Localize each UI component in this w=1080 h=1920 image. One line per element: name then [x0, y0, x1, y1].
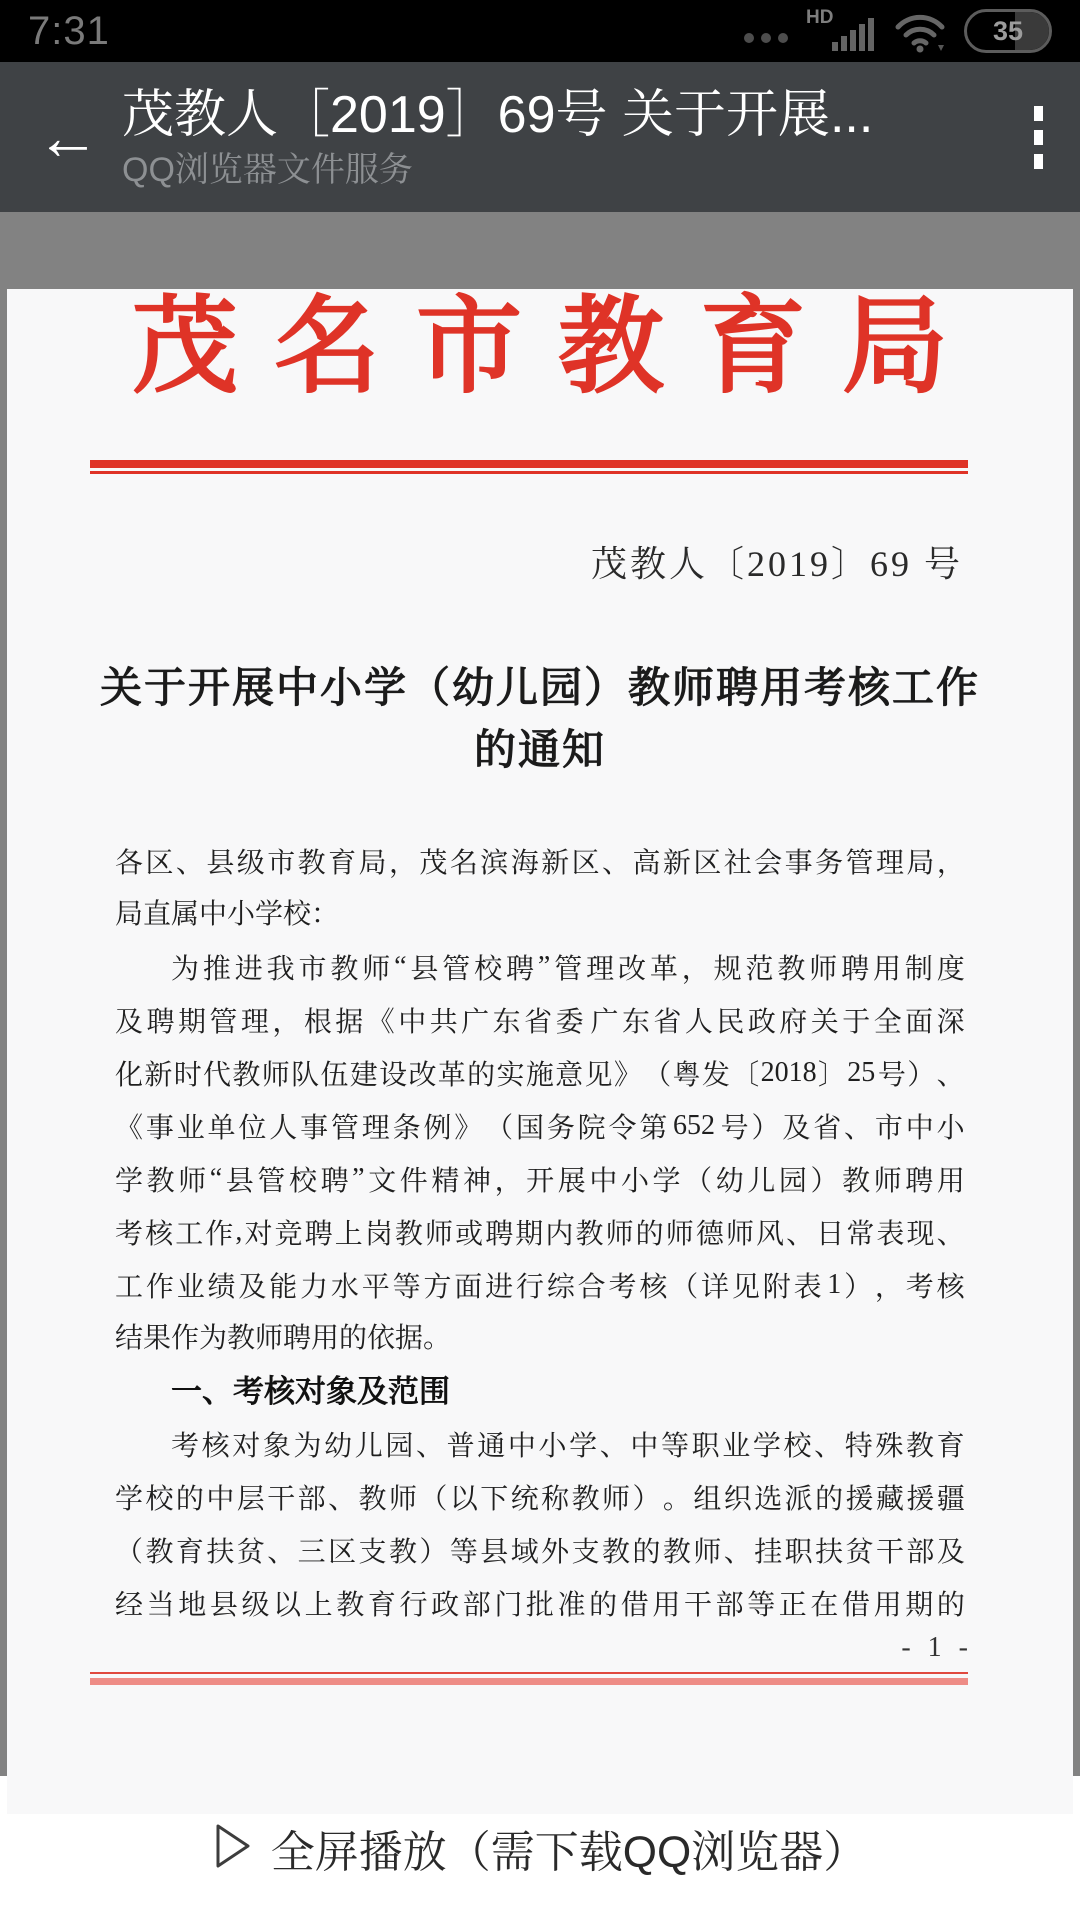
hd-volte-icon: HD [806, 7, 834, 28]
status-icons [744, 5, 1052, 58]
battery-icon [964, 9, 1052, 53]
clock: 7:31 [28, 8, 110, 53]
body-line: 及 聘 期 管 理 ， 根 据 《 中 共 广 东 省 委 广 东 省 人 民 政 府 关 于 全 面 深 [115, 1007, 965, 1039]
sim2-no-signal-icon [744, 19, 788, 43]
red-divider-thick [90, 460, 968, 468]
wifi-icon [894, 5, 946, 58]
issuing-authority: 茂 名 市 教 育 局 [132, 289, 948, 406]
body-line: 化 新 时 代 教 师 队 伍 建 设 改 革 的 实 施 意 见 》 （ 粤 发 〔 2018 〕 25 号 ） 、 [115, 1057, 965, 1092]
body-line: 为 推 进 我 市 教 师 “ 县 管 校 聘 ” 管 理 改 革 ， 规 范 教 师 聘 用 制 度 [171, 951, 965, 986]
header-titles [116, 83, 1016, 191]
status-bar [0, 0, 1080, 62]
document-viewer[interactable] [0, 212, 1080, 1776]
body-line: 结果作为教师聘用的依据。 [115, 1322, 452, 1354]
document-body [7, 835, 1073, 1630]
body-line: 局直属中小学校： [115, 898, 340, 930]
body-line: 学 校 的 中 层 干 部 、 教 师 （ 以 下 统 称 教 师 ） 。 组 织 选 派 的 援 藏 援 疆 [115, 1484, 965, 1516]
body-line: 《 事 业 单 位 人 事 管 理 条 例 》 （ 国 务 院 令 第 652 号 ） 及 省 、 市 中 小 [115, 1110, 965, 1145]
document-title [7, 657, 1073, 781]
page-number: - 1 - [901, 1631, 973, 1663]
body-line: 工 作 业 绩 及 能 力 水 平 等 方 面 进 行 综 合 考 核 （ 详 见 附 表 1 ） ， 考 核 [115, 1269, 965, 1304]
body-line: 各 区 、 县 级 市 教 育 局 ， 茂 名 滨 海 新 区 、 高 新 区 社 会 事 务 管 理 局 ， [115, 848, 965, 880]
overflow-menu-icon[interactable] [1016, 100, 1060, 175]
play-icon [213, 1822, 253, 1875]
body-line: 学 教 师 “ 县 管 校 聘 ” 文 件 精 神 ， 开 展 中 小 学 （ 幼 儿 园 ） 教 师 聘 用 [115, 1163, 965, 1198]
service-subtitle: QQ浏览器文件服务 [122, 151, 413, 189]
file-title: 茂教人［2019］69号 关于开展... [122, 86, 874, 144]
section-heading: 一、考核对象及范围 [171, 1373, 450, 1409]
app-header [0, 62, 1080, 212]
body-line: （ 教 育 扶 贫 、 三 区 支 教 ） 等 县 域 外 支 教 的 教 师 、 挂 职 扶 贫 干 部 及 [115, 1537, 965, 1569]
document-title-line2: 的通知 [473, 725, 606, 773]
body-line: 经 当 地 县 级 以 上 教 育 行 政 部 门 批 准 的 借 用 干 部 等 正 在 借 用 期 的 [115, 1590, 965, 1622]
red-divider-thin [90, 471, 968, 474]
back-icon[interactable]: ← [36, 101, 100, 173]
document-title-line1: 关于开展中小学（幼儿园）教师聘用考核工作 [99, 663, 980, 711]
footer-red-line-thin [90, 1672, 968, 1674]
battery-level: 35 [992, 15, 1024, 46]
cell-signal-icon [806, 7, 876, 55]
document-number: 茂教人〔2019〕69 号 [590, 543, 963, 584]
body-line: 考 核 工 作 , 对 竞 聘 上 岗 教 师 或 聘 期 内 教 师 的 师 德 师 风 、 日 常 表 现 、 [115, 1216, 965, 1251]
body-line: 考 核 对 象 为 幼 儿 园 、 普 通 中 小 学 、 中 等 职 业 学 校 、 特 殊 教 育 [171, 1431, 965, 1463]
play-bar-label: 全屏播放（需下载QQ浏览器） [270, 1828, 868, 1877]
footer-red-line-thick [90, 1678, 968, 1685]
document-page [7, 289, 1073, 1814]
